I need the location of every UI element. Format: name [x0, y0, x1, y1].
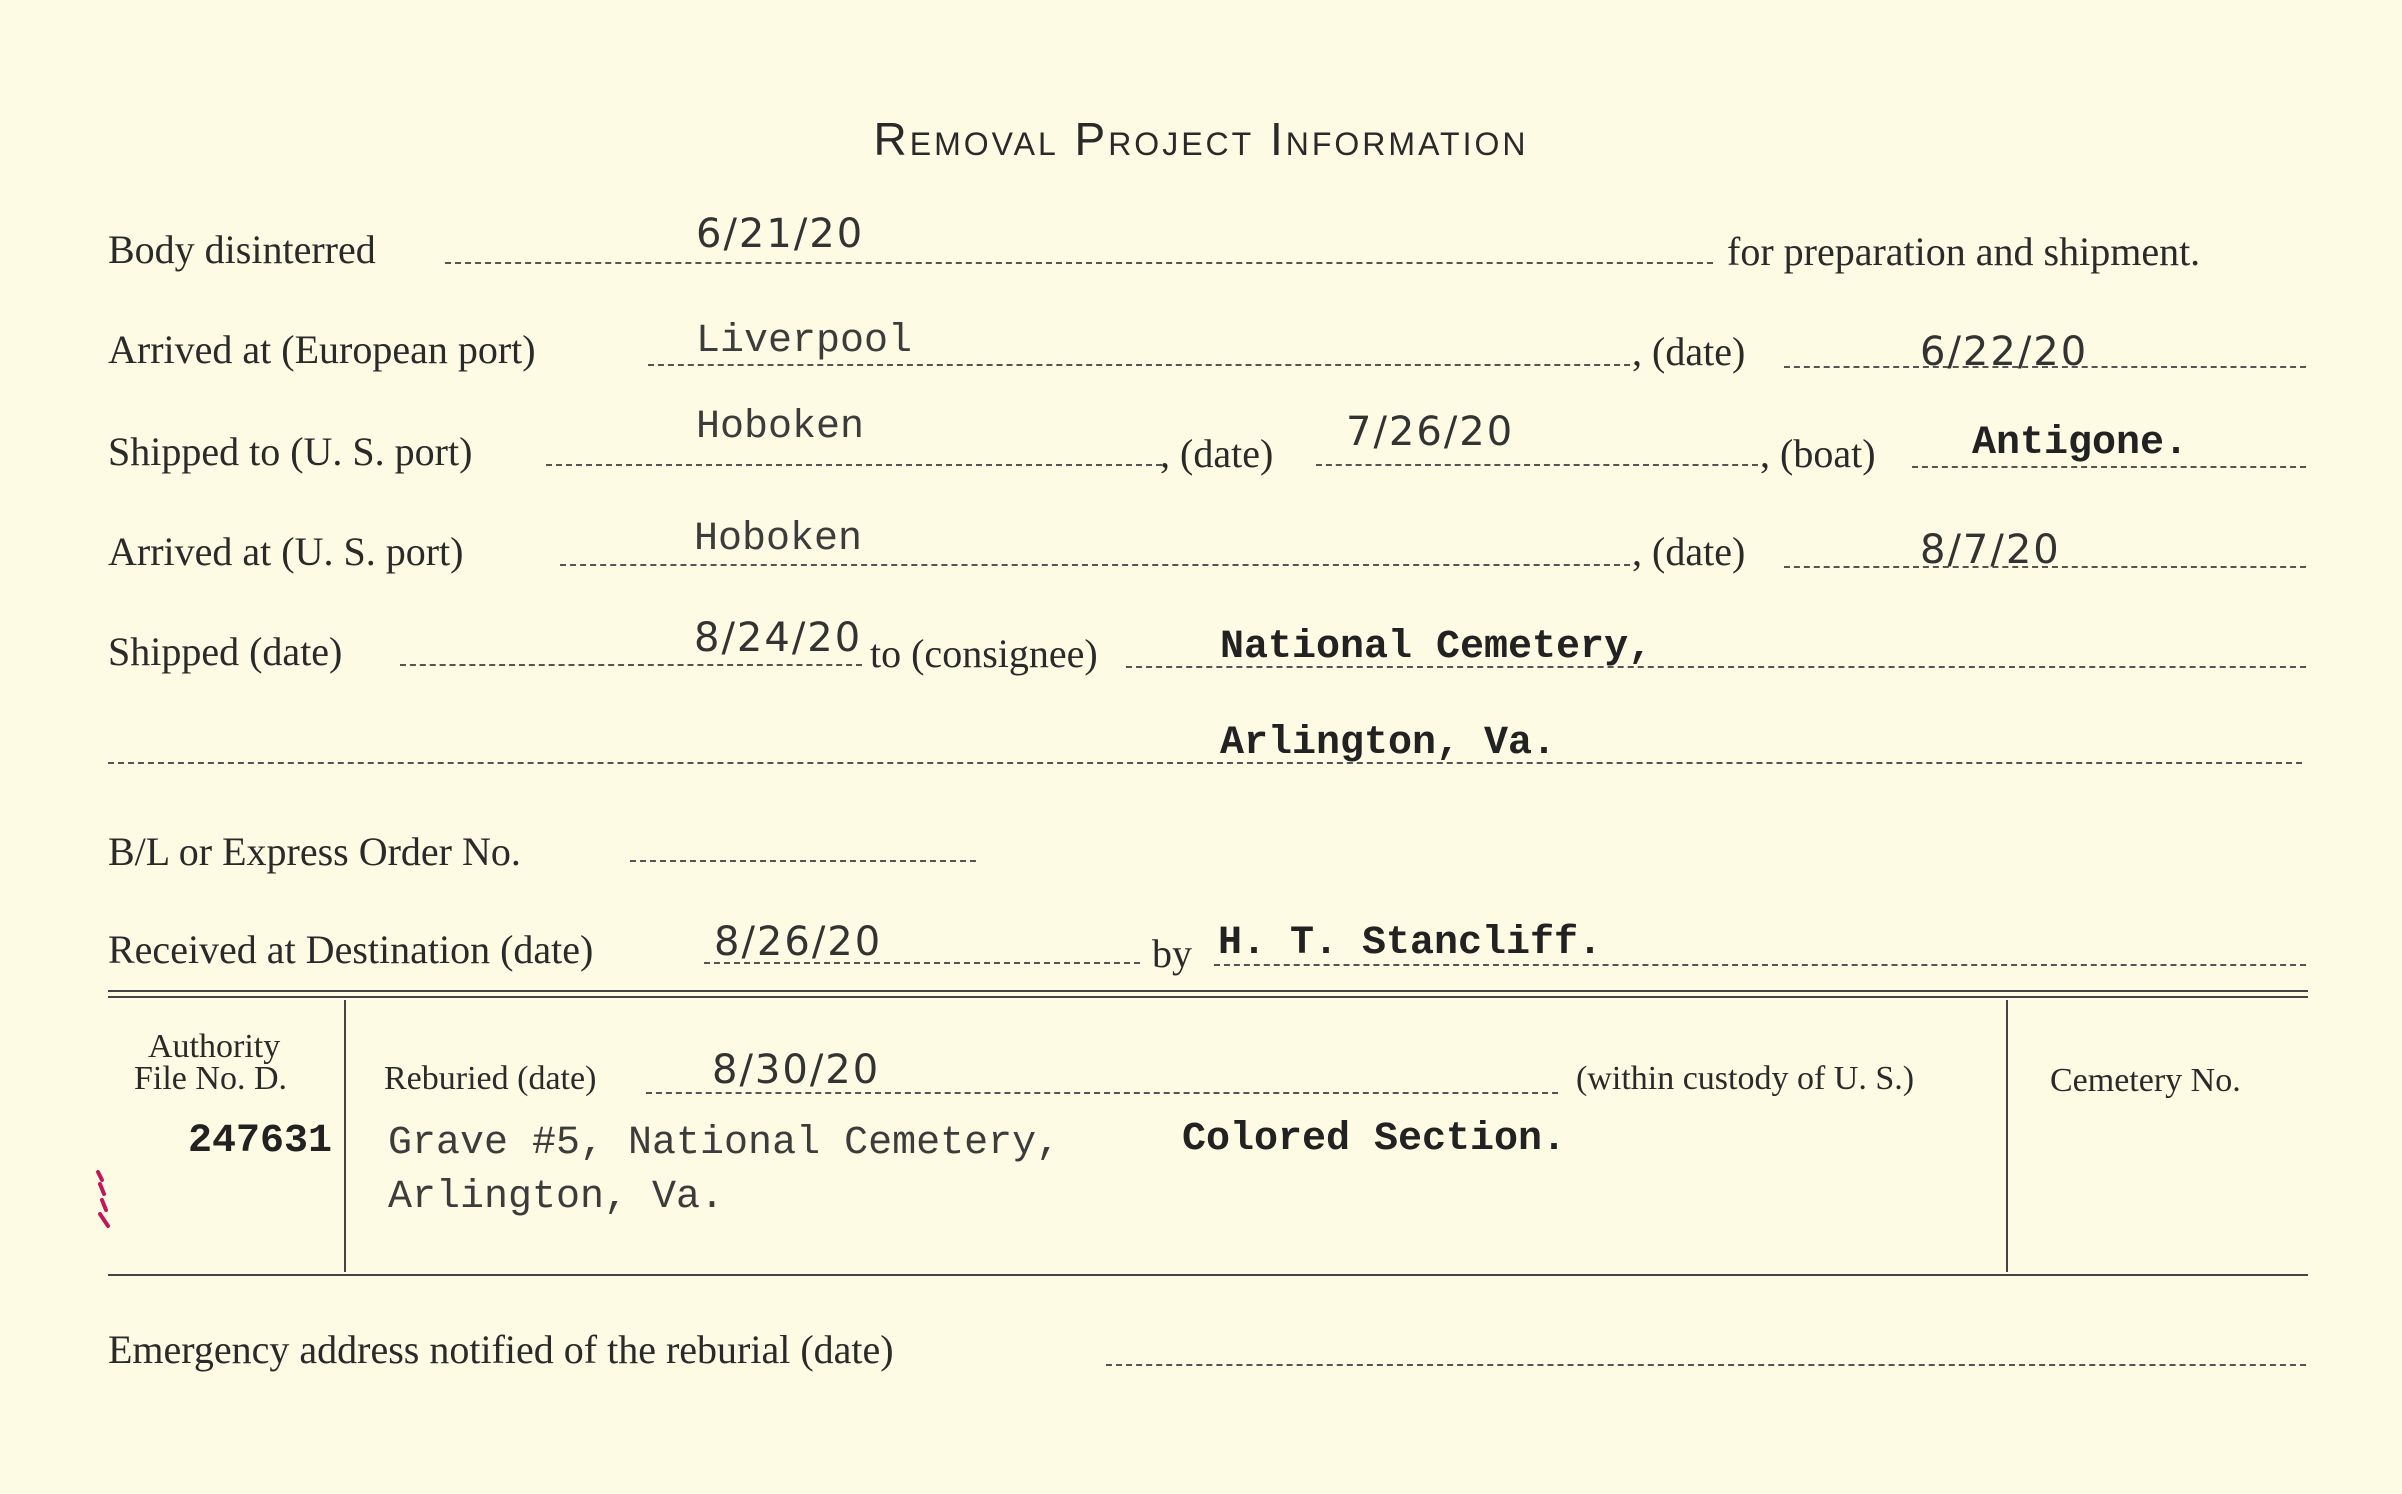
european-date-value: 6/22/20: [1920, 329, 2089, 375]
european-date-label: , (date): [1632, 329, 1746, 374]
preparation-shipment-text: for preparation and shipment.: [1727, 229, 2201, 274]
us-shipped-date-line: [1316, 464, 1758, 466]
box-right-divider: [2006, 1000, 2008, 1272]
us-port-arrived-label: Arrived at (U. S. port): [108, 529, 464, 574]
shipped-date-line: [400, 664, 862, 666]
us-arrived-date-value: 8/7/20: [1920, 527, 2061, 573]
boat-line: [1912, 466, 2306, 468]
consignee-value-line1: National Cemetery,: [1220, 625, 1653, 670]
authority-label: Authority: [148, 1028, 281, 1065]
us-shipped-date-label: , (date): [1160, 431, 1274, 476]
cemetery-number-label: Cemetery No.: [2050, 1062, 2241, 1099]
consignee-line2: [108, 762, 2302, 764]
box-bottom-border: [108, 1274, 2308, 1276]
received-by-label: by: [1152, 931, 1192, 976]
body-disinterred-date: 6/21/20: [696, 211, 865, 257]
us-shipped-date-value: 7/26/20: [1346, 409, 1515, 455]
us-port-arrived-line: [560, 564, 1630, 566]
ink-mark: [94, 1170, 114, 1230]
grave-location-line1: Grave #5, National Cemetery,: [388, 1121, 1061, 1166]
shipped-date-label: Shipped (date): [108, 629, 343, 674]
emergency-address-label: Emergency address notified of the reburial (date): [108, 1327, 894, 1372]
box-top-border-inner: [108, 996, 2308, 998]
order-number-label: B/L or Express Order No.: [108, 829, 521, 874]
consignee-label: to (consignee): [870, 631, 1098, 676]
body-disinterred-line: [445, 262, 1713, 264]
european-port-value: Liverpool: [696, 319, 913, 364]
body-disinterred-label: Body disinterred: [108, 227, 376, 272]
european-port-label: Arrived at (European port): [108, 327, 536, 372]
order-number-line: [630, 860, 976, 862]
us-arrived-date-label: , (date): [1632, 529, 1746, 574]
boat-value: Antigone.: [1972, 421, 2189, 466]
us-port-shipped-line: [546, 464, 1162, 466]
received-by-value: H. T. Stancliff.: [1218, 921, 1603, 966]
file-number-value: 247631: [188, 1119, 333, 1164]
grave-section: Colored Section.: [1182, 1117, 1567, 1162]
emergency-address-line: [1106, 1364, 2306, 1366]
boat-label: , (boat): [1760, 431, 1876, 476]
box-left-divider: [344, 1000, 346, 1272]
custody-label: (within custody of U. S.): [1576, 1060, 1915, 1097]
reburied-date-value: 8/30/20: [712, 1047, 881, 1093]
received-date-value: 8/26/20: [714, 919, 883, 965]
us-port-arrived-value: Hoboken: [694, 517, 863, 562]
grave-location-line2: Arlington, Va.: [388, 1175, 725, 1220]
consignee-value-line2: Arlington, Va.: [1220, 721, 1557, 766]
received-destination-label: Received at Destination (date): [108, 927, 594, 972]
european-port-line: [648, 364, 1630, 366]
us-port-shipped-label: Shipped to (U. S. port): [108, 429, 473, 474]
us-port-shipped-value: Hoboken: [696, 405, 865, 450]
reburied-label: Reburied (date): [384, 1060, 597, 1097]
shipped-date-value: 8/24/20: [694, 615, 863, 661]
file-number-label: File No. D.: [134, 1060, 287, 1097]
page-title: Removal Project Information: [873, 113, 1529, 165]
box-top-border: [108, 990, 2308, 992]
